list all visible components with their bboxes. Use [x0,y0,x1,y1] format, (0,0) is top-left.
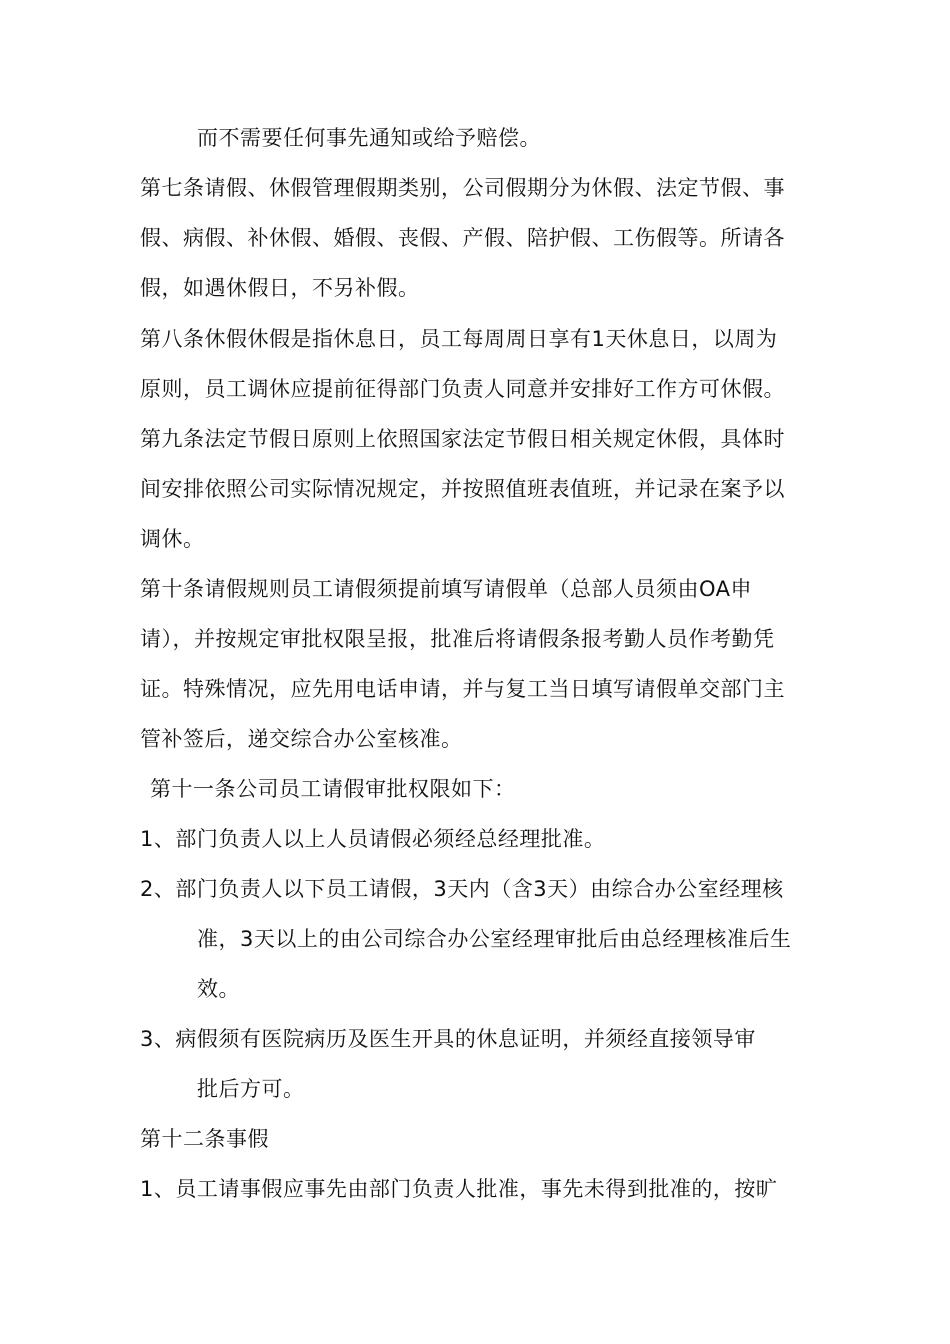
text-line: 间安排依照公司实际情况规定，并按照值班表值班，并记录在案予以 [140,477,785,501]
text-line: 第八条休假休假是指休息日，员工每周周日享有1天休息日，以周为 [140,327,778,351]
text-line: 而不需要任何事先通知或给予赔偿。 [197,126,541,150]
text-line: 第七条请假、休假管理假期类别，公司假期分为休假、法定节假、事 [140,176,785,200]
text-line: 1、员工请事假应事先由部门负责人批准，事先未得到批准的，按旷 [140,1177,778,1201]
text-line: 第十条请假规则员工请假须提前填写请假单（总部人员须由OA申 [140,577,753,601]
text-line: 假、病假、补休假、婚假、丧假、产假、陪护假、工伤假等。所请各 [140,226,785,250]
text-line: 批后方可。 [197,1077,305,1101]
text-line: 原则，员工调休应提前征得部门负责人同意并安排好工作方可休假。 [140,377,785,401]
text-line: 1、部门负责人以上人员请假必须经总经理批准。 [140,827,606,851]
text-line: 假，如遇休假日，不另补假。 [140,276,420,300]
text-line: 证。特殊情况，应先用电话申请，并与复工当日填写请假单交部门主 [140,677,785,701]
text-line: 2、部门负责人以下员工请假，3天内（含3天）由综合办公室经理核 [140,877,784,901]
text-line: 调休。 [140,527,205,551]
text-line: 请），并按规定审批权限呈报，批准后将请假条报考勤人员作考勤凭 [140,627,775,651]
text-line: 准，3天以上的由公司综合办公室经理审批后由总经理核准后生 [197,927,792,951]
text-line: 效。 [197,977,240,1001]
text-line: 第九条法定节假日原则上依照国家法定节假日相关规定休假，具体时 [140,427,785,451]
text-line: 管补签后，递交综合办公室核准。 [140,727,463,751]
text-line: 第十一条公司员工请假审批权限如下： [150,777,516,801]
text-line: 第十二条事假 [140,1127,269,1151]
text-line: 3、病假须有医院病历及医生开具的休息证明，并须经直接领导审 [140,1027,756,1051]
